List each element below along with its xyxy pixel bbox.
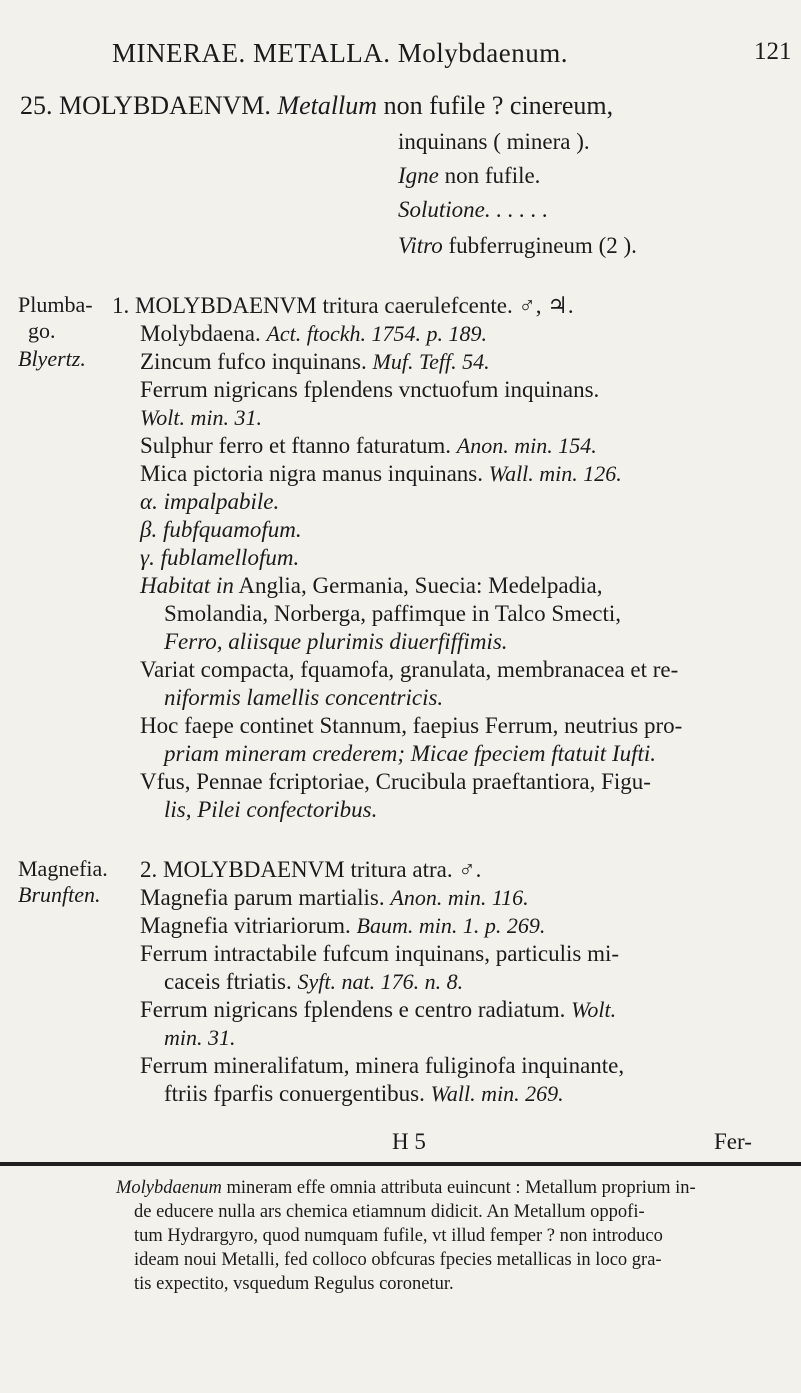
species-2-line: Magnefia vitriariorum. Baum. min. 1. p. 269. <box>140 913 546 938</box>
hoc-line: Hoc faepe continet Stannum, faepius Ferrum, neutrius pro- <box>140 713 683 738</box>
species-1-line: Zincum fufco inquinans. Muf. Teff. 54. <box>140 349 490 374</box>
variat-line: Variat compacta, fquamofa, granulata, membranacea et re- <box>140 657 679 682</box>
species-1-line: Mica pictoria nigra manus inquinans. Wall. min. 126. <box>140 461 622 486</box>
species-2-line: Ferrum intractabile fufcum inquinans, particulis mi- <box>140 941 620 966</box>
catchword: Fer- <box>714 1129 752 1154</box>
habitat-line: Ferro, aliisque plurimis diuerfiffimis. <box>164 629 508 654</box>
running-header: MINERAE. METALLA. Molybdaenum. <box>112 38 569 68</box>
footnote-rule <box>0 1162 801 1166</box>
entry-25-line5: Vitro fubferrugineum (2 ). <box>398 233 637 258</box>
entry-25-line2: inquinans ( minera ). <box>398 129 590 154</box>
footnote-line: ideam noui Metalli, fed colloco obfcuras fpecies metallicas in loco gra- <box>134 1250 662 1270</box>
variety-gamma: γ. fublamellofum. <box>140 545 300 570</box>
species-2-line: Ferrum nigricans fplendens e centro radiatum. Wolt. <box>140 997 617 1022</box>
species-1-line: Molybdaena. Act. ftockh. 1754. p. 189. <box>140 321 488 346</box>
variety-alpha: α. impalpabile. <box>140 489 280 514</box>
habitat-line: Habitat in Anglia, Germania, Suecia: Medelpadia, <box>140 573 603 598</box>
footnote-line: de educere nulla ars chemica etiamnum didicit. An Metallum oppofi- <box>134 1202 645 1222</box>
margin-magnesia: Magnefia. <box>18 856 108 881</box>
entry-25-head: 25. MOLYBDAENVM. Metallum non fufile ? cinereum, <box>20 91 614 120</box>
variat-line: niformis lamellis concentricis. <box>164 685 444 710</box>
species-2-line: caceis ftriatis. Syft. nat. 176. n. 8. <box>164 969 464 994</box>
usus-line: lis, Pilei confectoribus. <box>164 797 378 822</box>
species-1-line: Sulphur ferro et ftanno faturatum. Anon. min. 154. <box>140 433 597 458</box>
habitat-line: Smolandia, Norberga, paffimque in Talco Smecti, <box>164 601 622 626</box>
species-2-line: min. 31. <box>164 1025 236 1050</box>
entry-25-line3: Igne non fufile. <box>398 163 541 188</box>
species-1-line: Wolt. min. 31. <box>140 405 263 430</box>
usus-line: Vfus, Pennae fcriptoriae, Crucibula praeftantiora, Figu- <box>140 769 651 794</box>
entry-25-line4: Solutione. . . . . . <box>398 197 549 222</box>
species-1-title: 1. MOLYBDAENVM tritura caerulefcente. ♂, ♃. <box>112 293 574 318</box>
footnote-line: Molybdaenum mineram effe omnia attributa euincunt : Metallum proprium in- <box>116 1178 696 1198</box>
species-2-line: ftriis fparfis conuergentibus. Wall. min. 269. <box>164 1081 564 1106</box>
hoc-line: priam mineram crederem; Micae fpeciem ftatuit Iufti. <box>164 741 657 766</box>
species-2-title: 2. MOLYBDAENVM tritura atra. ♂. <box>140 857 482 882</box>
margin-brunsten: Brunften. <box>18 882 101 907</box>
variety-beta: β. fubfquamofum. <box>140 517 302 542</box>
page-number: 121 <box>754 38 792 65</box>
margin-plumbago-1: Plumba- <box>18 292 93 317</box>
species-2-line: Magnefia parum martialis. Anon. min. 116. <box>140 885 529 910</box>
margin-blyertz: Blyertz. <box>18 346 86 371</box>
footnote-line: tis expectito, vsquedum Regulus coronetur. <box>134 1274 454 1294</box>
margin-plumbago-2: go. <box>28 318 56 343</box>
species-2-line: Ferrum mineralifatum, minera fuliginofa inquinante, <box>140 1053 625 1078</box>
species-1-line: Ferrum nigricans fplendens vnctuofum inquinans. <box>140 377 600 402</box>
footnote-line: tum Hydrargyro, quod numquam fufile, vt illud femper ? non introduco <box>134 1226 663 1246</box>
signature-mark: H 5 <box>392 1129 426 1154</box>
